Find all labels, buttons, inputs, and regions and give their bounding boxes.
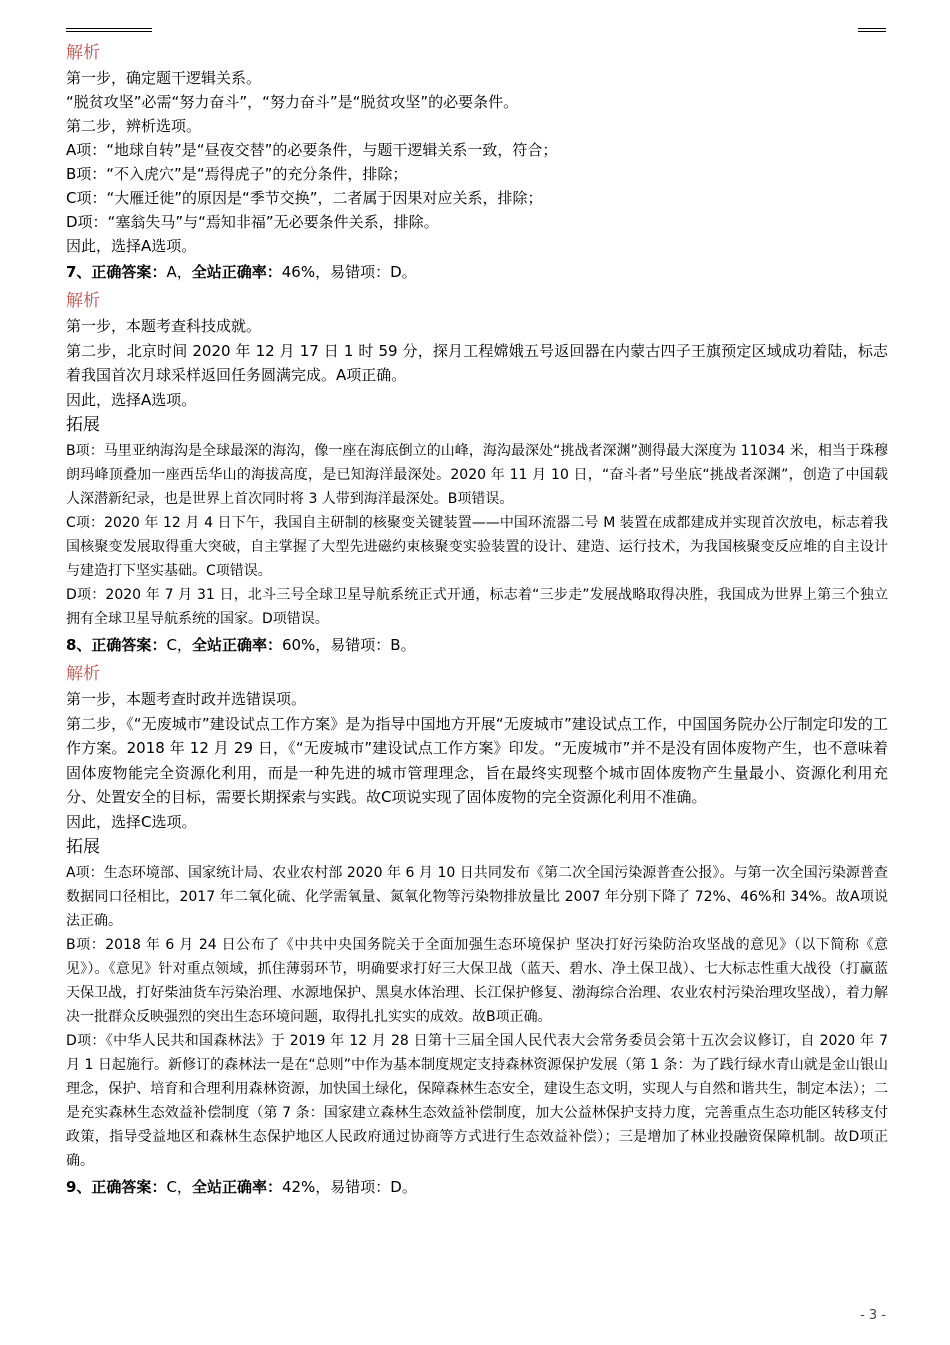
- extension-paragraph: B项：2018 年 6 月 24 日公布了《中共中央国务院关于全面加强生态环境保护 坚决打好污染防治攻坚战的意见》（以下简称《意见》）。《意见》针对重点领域，抓住薄弱环节，明确要求打好三大保卫战（蓝天、碧水、净土保卫战）、七大标志性重大战役（打赢蓝天保卫战，打好柴油货车污染治理、水源地保护、黑臭水体治理、长江保护修复、渤海综合治理、农业农村污染治理攻坚战），着力解决一批群众反映强烈的突出生态环境问题，取得扎扎实实的成效。故B项正确。: [66, 937, 888, 1025]
- answer-letter: C，: [166, 1178, 192, 1196]
- rate-label: 全站正确率：: [191, 263, 282, 281]
- document-body: [66, 40, 888, 1203]
- header-rule-left: [66, 28, 152, 29]
- analysis-line: 第一步，确定题干逻辑关系。: [66, 69, 262, 87]
- answer-label: 9、正确答案：: [66, 1178, 167, 1196]
- analysis-line: C项：“大雁迁徙”的原因是“季节交换”，二者属于因果对应关系，排除；: [66, 189, 543, 207]
- answer-letter: A，: [166, 263, 192, 281]
- answer-label: 8、正确答案：: [66, 636, 167, 654]
- rate-value: 46%，易错项：D。: [281, 263, 417, 281]
- analysis-line: B项：“不入虎穴”是“焉得虎子”的充分条件，排除；: [66, 165, 408, 183]
- rate-label: 全站正确率：: [191, 636, 282, 654]
- extension-paragraph: C项：2020 年 12 月 4 日下午，我国自主研制的核聚变关键装置——中国环流器二号 M 装置在成都建成并实现首次放电，标志着我国核聚变发展取得重大突破，自主掌握了大型先进磁约束核聚变实验装置的设计、建造、运行技术，为我国核聚变反应堆的自主设计与建造打下坚实基础。C项错误。: [66, 515, 888, 579]
- extension-paragraph: D项：2020 年 7 月 31 日，北斗三号全球卫星导航系统正式开通，标志着“三步走”发展战略取得决胜，我国成为世界上第三个独立拥有全球卫星导航系统的国家。D项错误。: [66, 587, 888, 627]
- analysis-line: 第二步，《“无废城市”建设试点工作方案》是为指导中国地方开展“无废城市”建设试点工作，中国国务院办公厅制定印发的工作方案。2018 年 12 月 29 日，《“无废城市”建设试点工作方案》印发。“无废城市”并不是没有固体废物产生，也不意味着固体废物能完全资源化利用，而是一种先进的城市管理理念，旨在最终实现整个城市固体废物产生量最小、资源化利用充分、处置安全的目标，需要长期探索与实践。故C项说实现了固体废物的完全资源化利用不准确。: [66, 714, 888, 806]
- analysis-line: A项：“地球自转”是“昼夜交替”的必要条件，与题干逻辑关系一致，符合；: [66, 141, 558, 159]
- extension-paragraph: A项：生态环境部、国家统计局、农业农村部 2020 年 6 月 10 日共同发布《第二次全国污染源普查公报》。与第一次全国污染源普查数据同口径相比，2017 年二氧化硫、化学需氧量、氮氧化物等污染物排放量比 2007 年分别下降了 72%、46%和 34%。故A项说法正确。: [66, 865, 888, 929]
- extension-paragraph: D项：《中华人民共和国森林法》于 2019 年 12 月 28 日第十三届全国人民代表大会常务委员会第十五次会议修订，自 2020 年 7 月 1 日起施行。新修订的森林法一是在“总则”中作为基本制度规定支持森林资源保护发展（第 1 条：为了践行绿水青山就是金山银山理念，保护、培育和合理利用森林资源，加快国土绿化，保障森林生态安全，建设生态文明，实现人与自然和谐共生，制定本法）；二是充实森林生态效益补偿制度（第 7 条：国家建立森林生态效益补偿制度，加大公益林保护支持力度，完善重点生态功能区转移支付政策，指导受益地区和森林生态保护地区人民政府通过协商等方式进行生态效益补偿）；三是增加了林业投融资保障机制。故D项正确。: [66, 1033, 888, 1169]
- extension-heading: 拓展: [66, 415, 100, 435]
- analysis-line: “脱贫攻坚”必需“努力奋斗”，“努力奋斗”是“脱贫攻坚”的必要条件。: [66, 93, 519, 111]
- answer-line: [66, 632, 888, 659]
- rate-value: 42%，易错项：D。: [281, 1178, 417, 1196]
- extension-paragraph: B项：马里亚纳海沟是全球最深的海沟，像一座在海底倒立的山峰，海沟最深处“挑战者深渊”测得最大深度为 11034 米，相当于珠穆朗玛峰顶叠加一座西岳华山的海拔高度，是已知海洋最深处。2020 年 11 月 10 日，“奋斗者”号坐底“挑战者深渊”，创造了中国载人深潜新纪录，也是世界上首次同时将 3 人带到海洋最深处。B项错误。: [66, 443, 888, 507]
- extension-heading: 拓展: [66, 837, 100, 857]
- analysis-line: 第二步，辨析选项。: [66, 117, 202, 135]
- analysis-line: 因此，选择A选项。: [66, 237, 197, 255]
- analysis-line: 因此，选择C选项。: [66, 812, 197, 831]
- analysis-heading: 解析: [66, 664, 100, 684]
- header-rule-right: [858, 28, 886, 29]
- analysis-line: 第二步，北京时间 2020 年 12 月 17 日 1 时 59 分，探月工程嫦娥五号返回器在内蒙古四子王旗预定区域成功着陆，标志着我国首次月球采样返回任务圆满完成。A项正确。: [66, 341, 888, 384]
- analysis-line: D项：“塞翁失马”与“焉知非福”无必要条件关系，排除。: [66, 213, 439, 231]
- analysis-line: 第一步，本题考查科技成就。: [66, 317, 262, 335]
- analysis-line: 第一步，本题考查时政并选错误项。: [66, 690, 307, 708]
- answer-line: [66, 259, 888, 286]
- analysis-line: 因此，选择A选项。: [66, 390, 197, 409]
- rate-label: 全站正确率：: [191, 1178, 282, 1196]
- analysis-heading: 解析: [66, 43, 100, 63]
- answer-label: 7、正确答案：: [66, 263, 167, 281]
- answer-line: [66, 1174, 888, 1201]
- analysis-heading: 解析: [66, 291, 100, 311]
- page-number: - 3 -: [860, 1308, 886, 1323]
- answer-letter: C，: [166, 636, 192, 654]
- rate-value: 60%，易错项：B。: [281, 636, 416, 654]
